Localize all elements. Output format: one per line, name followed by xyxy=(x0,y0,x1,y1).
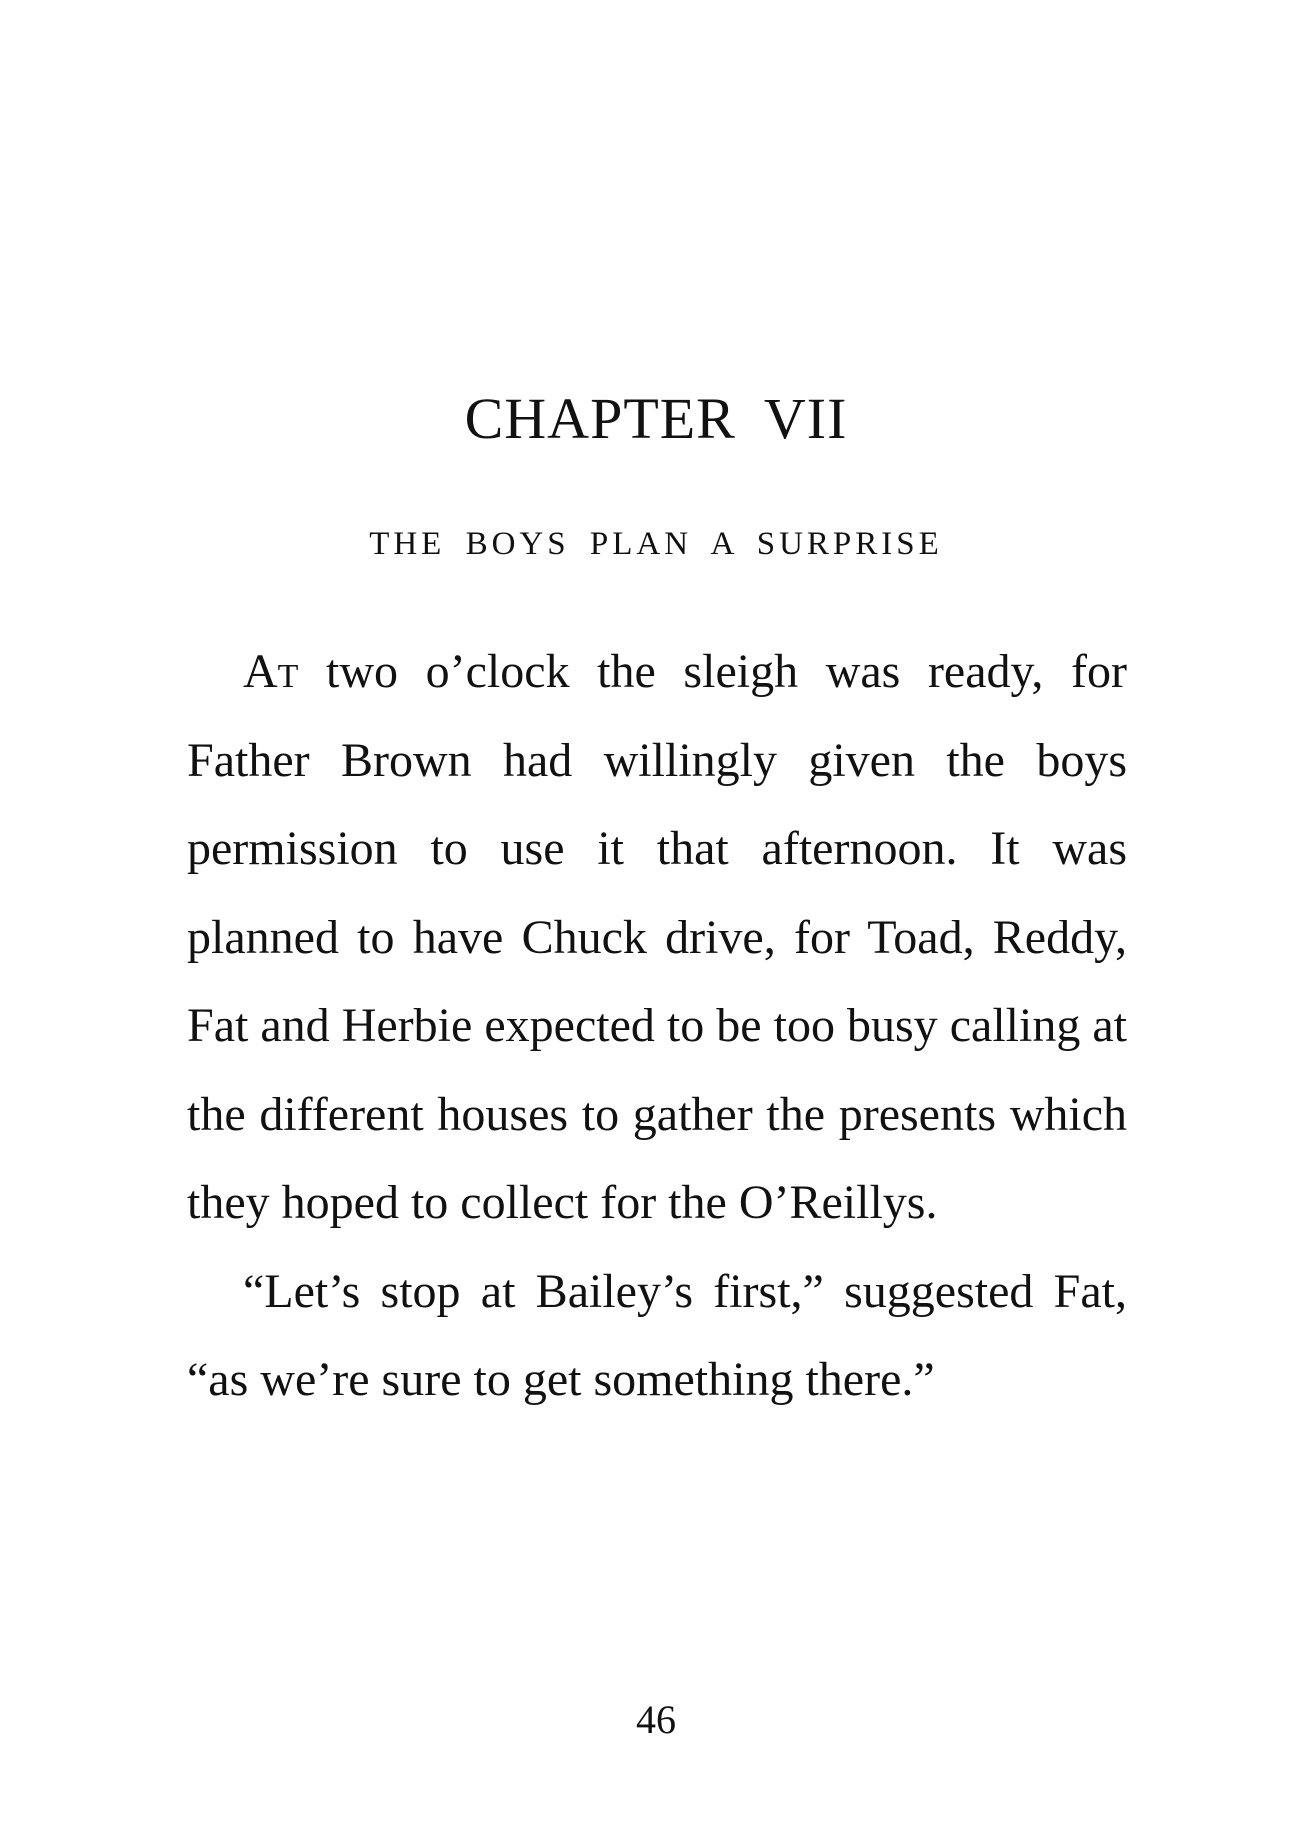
chapter-heading xyxy=(0,386,1292,451)
paragraph-lead: At xyxy=(243,645,299,698)
chapter-title: THE BOYS PLAN A SURPRISE xyxy=(369,526,943,562)
paragraph-text: two o’clock the sleigh was ready, for Father Brown had willingly given the boys permission to use it that afternoon. It was planned to have Chuck drive, for Toad, Reddy, Fat and Herbie expected to be too busy calling at the different houses to gather the presents which they hoped to collect for the O’Reillys. xyxy=(187,645,1127,1229)
chapter-number: VII xyxy=(763,386,848,451)
body-text xyxy=(187,628,1127,1425)
paragraph-1 xyxy=(187,628,1127,1248)
page-number: 46 xyxy=(636,1697,676,1742)
chapter-label: CHAPTER xyxy=(464,386,736,451)
paragraph-2: “Let’s stop at Bailey’s first,” suggested Fat, “as we’re sure to get something there.” xyxy=(187,1264,1127,1406)
